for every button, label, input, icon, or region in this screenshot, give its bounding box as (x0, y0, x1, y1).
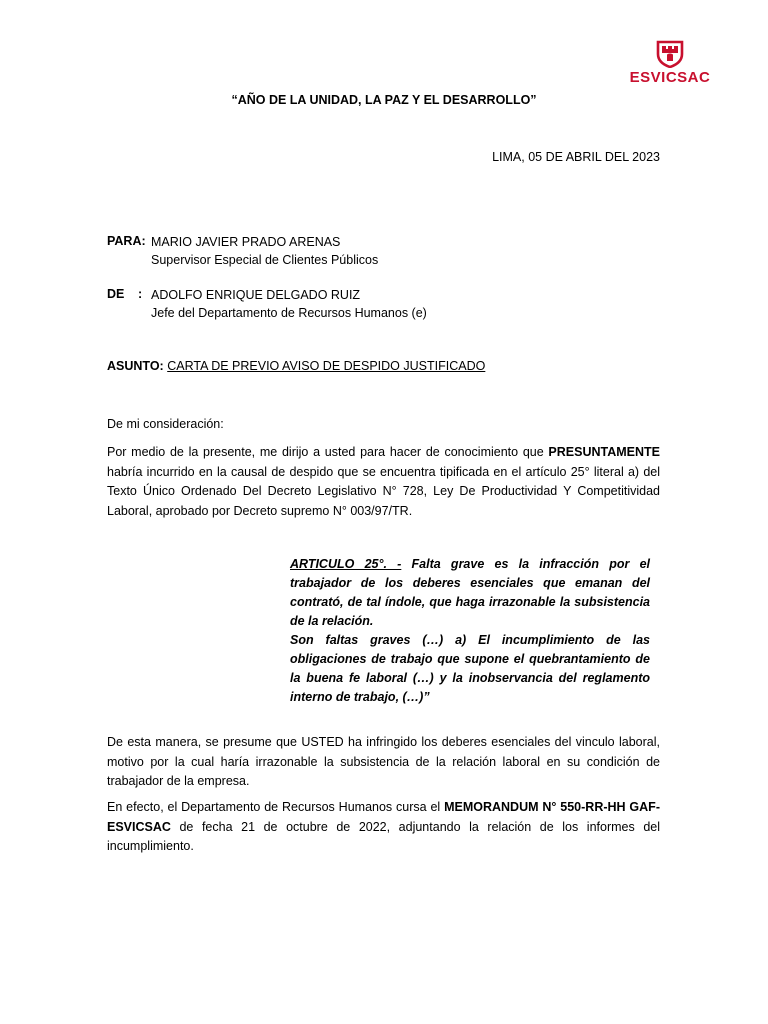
sender-title: Jefe del Departamento de Recursos Humanos (e) (151, 305, 427, 320)
quote-paragraph-2: Son faltas graves (…) a) El incumplimiento de las obligaciones de trabajo que supone el quebrantamiento de la buena fe laboral (…) y la inobservancia del reglamento interno de trabajo, (…)” (290, 633, 650, 704)
paragraph-memorandum-end: de fecha 21 de octubre de 2022, adjuntando la relación de los informes del incumplimiento. (107, 819, 660, 853)
paragraph-presumption: De esta manera, se presume que USTED ha infringido los deberes esenciales del vinculo laboral, motivo por la cual haría irrazonable la subsistencia de la relación laboral en su condición de trabajador de la empresa. (107, 735, 660, 788)
quote-text-1: Falta grave es la infracción por el trabajador de los deberes esenciales que emanan del contrató, de tal índole, que haga irrazonable la subsistencia de la relación. (290, 557, 650, 628)
memorandum-reference: MEMORANDUM N° 550-RR-HH GAF-ESVICSAC (107, 800, 660, 834)
paragraph-intro-bold: PRESUNTAMENTE (548, 445, 660, 459)
recipient-name: MARIO JAVIER PRADO ARENAS (151, 235, 341, 249)
company-logo (620, 40, 720, 90)
tower-shield-icon (655, 40, 685, 68)
de-label: DE (107, 287, 125, 301)
paragraph-memorandum (107, 798, 660, 857)
subject-label: ASUNTO: (107, 359, 164, 373)
company-name: ESVICSAC (629, 69, 711, 86)
recipient-title: Supervisor Especial de Clientes Públicos (151, 252, 379, 267)
subject-line (107, 359, 485, 373)
letter-date: LIMA, 05 DE ABRIL DEL 2023 (492, 150, 660, 164)
de-colon: : (138, 287, 143, 301)
quote-paragraph-1 (290, 555, 650, 631)
paragraph-intro-end: habría incurrido en la causal de despido que se encuentra tipificada en el artículo 25° literal a) del Texto Único Ordenado Del Decreto Legislativo N° 728, Ley De Productividad Y Competitividad Laboral, aprobado por Decreto supremo N° 003/97/TR. (107, 464, 660, 518)
recipient-block (151, 234, 378, 269)
subject-text: CARTA DE PREVIO AVISO DE DESPIDO JUSTIFICADO (167, 359, 486, 373)
sender-block (151, 287, 427, 322)
sender-name: ADOLFO ENRIQUE DELGADO RUIZ (151, 288, 361, 302)
greeting: De mi consideración: (107, 417, 224, 431)
quote-article: ARTICULO 25°. - (290, 557, 402, 571)
paragraph-intro-start: Por medio de la presente, me dirijo a usted para hacer de conocimiento que (107, 445, 549, 459)
year-motto: “AÑO DE LA UNIDAD, LA PAZ Y EL DESARROLLO” (231, 93, 537, 107)
para-label: PARA: (107, 234, 146, 248)
paragraph-memorandum-start: En efecto, el Departamento de Recursos Humanos cursa el (107, 800, 445, 814)
paragraph-intro (107, 443, 660, 521)
legal-quote (290, 555, 650, 707)
